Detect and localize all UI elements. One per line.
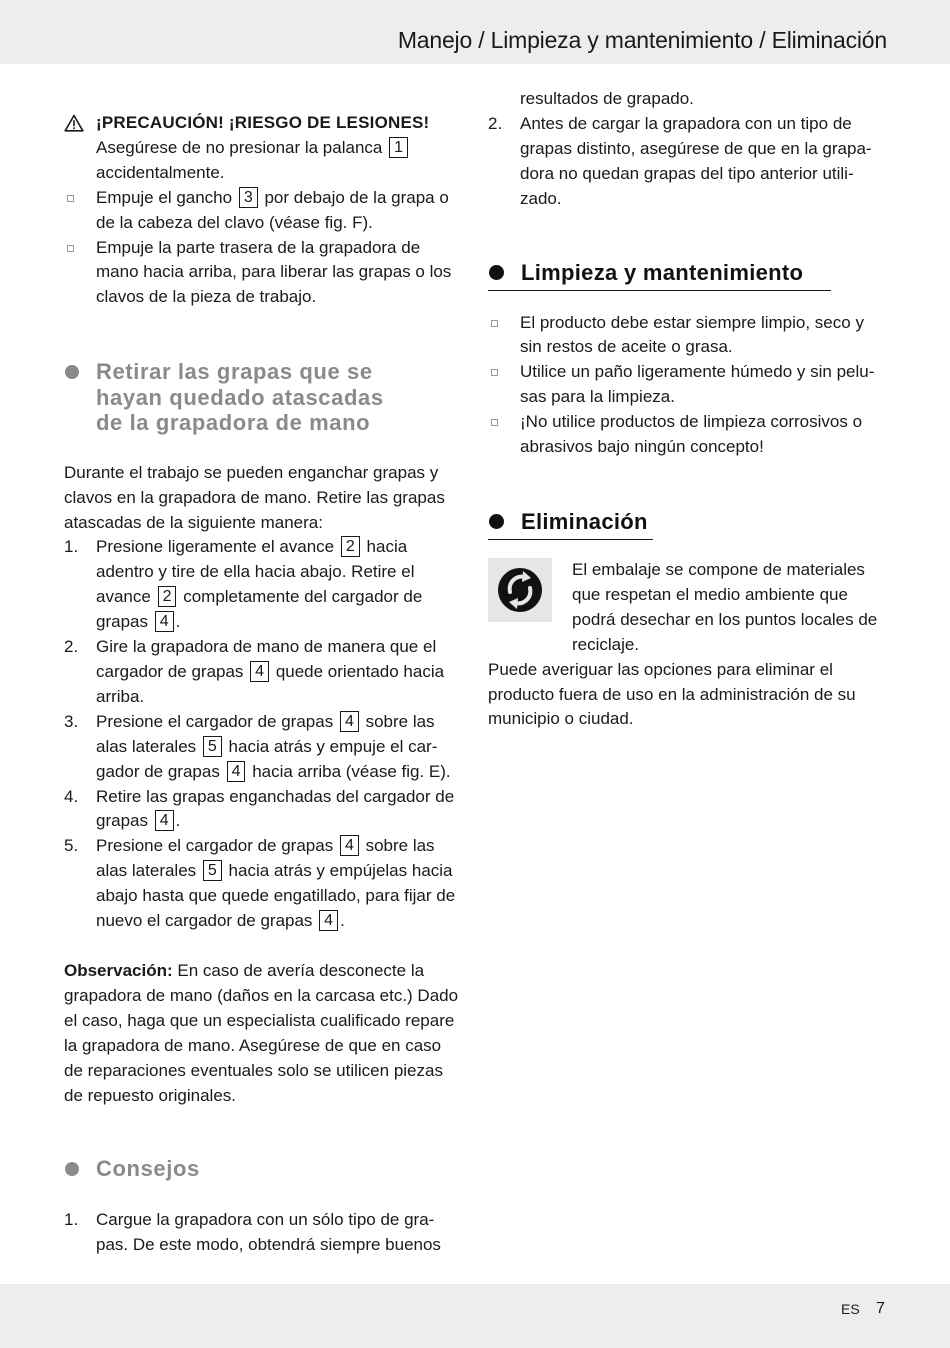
list-item: 1. Presione ligeramente el avance 2 hacia adentro y tire de ella hacia abajo. Retire el avance 2 completamente del cargador de grapas 4 . <box>64 537 423 632</box>
list-item: Utilice un paño ligeramente húmedo y sin pelu-sas para la limpieza. <box>488 360 888 410</box>
recycle-text: El embalaje se compone de materiales que respetan el medio ambiente que podrá desechar en los puntos locales de reciclaje. <box>572 559 878 654</box>
recycle-block <box>488 558 888 658</box>
part-ref: 2 <box>341 536 360 557</box>
section-heading-disposal: Eliminación <box>488 508 888 536</box>
language-code: ES <box>841 1301 860 1317</box>
bullet-dot-icon <box>489 514 504 529</box>
part-ref: 4 <box>227 761 246 782</box>
bullet-dot-icon <box>65 1162 79 1176</box>
part-ref: 5 <box>203 736 222 757</box>
tips-steps-continued <box>488 112 888 212</box>
list-item: 3. Presione el cargador de grapas 4 sobre las alas laterales 5 hacia atrás y empuje el car-gador de grapas 4 hacia arriba (véase fig. E). <box>64 711 451 781</box>
list-item: Empuje la parte trasera de la grapadora de mano hacia arriba, para liberar las grapas o los clavos de la pieza de trabajo. <box>64 236 464 311</box>
bullet-dot-icon <box>65 365 79 379</box>
bullet-square-icon <box>67 245 74 252</box>
note-label: Observación: <box>64 960 173 980</box>
part-ref: 4 <box>340 835 359 856</box>
note-paragraph: Observación: En caso de avería desconecte la grapadora de mano (daños en la carcasa etc.) Dado el caso, haga que un especialista cualificado repare la grapadora de mano. Asegúrese de que en caso de reparaciones eventuales solo se utilicen piezas de repuesto originales. <box>64 960 459 1105</box>
bullet-list <box>64 186 464 311</box>
warning-title: ¡PRECAUCIÓN! ¡RIESGO DE LESIONES! <box>96 113 430 132</box>
bullet-dot-icon <box>489 265 504 280</box>
part-ref: 4 <box>155 810 174 831</box>
part-ref: 4 <box>250 661 269 682</box>
list-item: El producto debe estar siempre limpio, seco y sin restos de aceite o grasa. <box>488 311 888 361</box>
section-heading-cleaning: Limpieza y mantenimiento <box>488 259 888 287</box>
right-column <box>488 87 888 732</box>
page-number: 7 <box>876 1300 885 1317</box>
part-ref: 3 <box>239 187 258 208</box>
part-ref: 4 <box>155 611 174 632</box>
warning-triangle-icon <box>64 114 84 132</box>
list-item: 5. Presione el cargador de grapas 4 sobre las alas laterales 5 hacia atrás y empújelas hacia abajo hasta que quede engatillado, para fijar de nuevo el cargador de grapas 4 . <box>64 836 456 931</box>
warning-text: Asegúrese de no presionar la palanca 1 accidentalmente. <box>96 136 464 186</box>
list-item: Empuje el gancho 3 por debajo de la grapa o de la cabeza del clavo (véase fig. F). <box>64 186 464 236</box>
part-ref: 4 <box>319 910 338 931</box>
section-intro: Durante el trabajo se pueden enganchar grapas y clavos en la grapadora de mano. Retire las grapas atascadas de la siguiente manera: <box>64 462 445 532</box>
page-footer <box>0 1284 950 1348</box>
list-item: ¡No utilice productos de limpieza corrosivos o abrasivos bajo ningún concepto! <box>488 410 888 460</box>
heading-underline <box>488 290 831 291</box>
disposal-text: Puede averiguar las opciones para eliminar el producto fuera de uso en la administración de su municipio o ciudad. <box>488 659 856 729</box>
list-item: 1. Cargue la grapadora con un sólo tipo de gra-pas. De este modo, obtendrá siempre buenos <box>64 1209 441 1254</box>
section-heading-tips: Consejos <box>64 1156 464 1182</box>
part-ref: 5 <box>203 860 222 881</box>
part-ref: 1 <box>389 137 408 158</box>
recycle-box <box>488 558 552 622</box>
bullet-square-icon <box>491 419 498 426</box>
left-column <box>64 111 464 1258</box>
bullet-square-icon <box>491 320 498 327</box>
page-title: Manejo / Limpieza y mantenimiento / Eliminación <box>397 27 887 53</box>
heading-underline <box>488 539 653 540</box>
section-heading-remove-staples: Retirar las grapas que se hayan quedado atascadas de la grapadora de mano <box>64 359 464 436</box>
page-header <box>0 0 950 64</box>
cleaning-list <box>488 311 888 460</box>
continued-text: resultados de grapado. <box>520 89 694 108</box>
list-item: 2. Gire la grapadora de mano de manera que el cargador de grapas 4 quede orientado hacia arriba. <box>64 637 445 706</box>
recycling-symbol-icon <box>496 566 544 614</box>
list-item: 4. Retire las grapas enganchadas del cargador de grapas 4 . <box>64 786 455 831</box>
tips-steps <box>64 1208 464 1258</box>
part-ref: 4 <box>340 711 359 732</box>
bullet-square-icon <box>67 195 74 202</box>
list-item: 2. Antes de cargar la grapadora con un tipo de grapas distinto, asegúrese de que en la grapa-dora no quedan grapas del tipo anterior utili-zado. <box>488 113 872 208</box>
warning-block <box>64 111 464 186</box>
numbered-steps <box>64 535 464 934</box>
bullet-square-icon <box>491 369 498 376</box>
part-ref: 2 <box>158 586 177 607</box>
